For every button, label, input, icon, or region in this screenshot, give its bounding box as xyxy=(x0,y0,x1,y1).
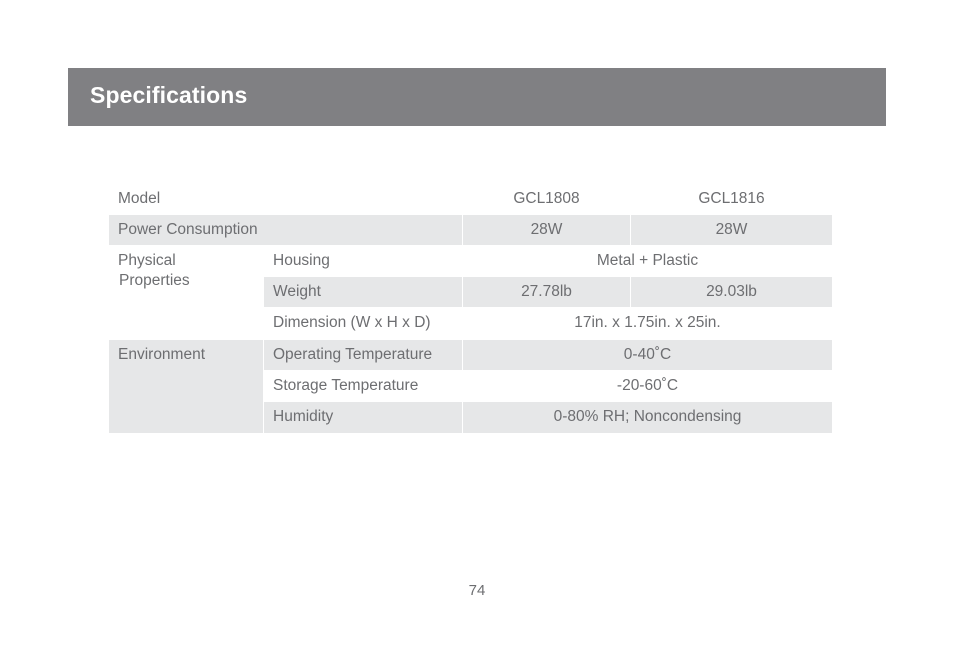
physical-label-line2: Properties xyxy=(119,272,190,289)
model-label: Model xyxy=(118,190,161,207)
operating-temperature-label: Operating Temperature xyxy=(264,340,462,370)
humidity-value: 0-80% RH; Noncondensing xyxy=(463,402,832,433)
section-header-bar xyxy=(68,68,886,126)
operating-temperature-value: 0-40˚C xyxy=(463,340,832,370)
dimension-label: Dimension (W x H x D) xyxy=(273,314,431,331)
environment-group-label: Environment xyxy=(109,340,263,433)
physical-properties-group-label xyxy=(109,246,263,338)
storage-temperature-value: -20-60˚C xyxy=(616,377,679,394)
housing-label: Housing xyxy=(273,252,330,269)
humidity-label: Humidity xyxy=(264,402,462,433)
dimension-value: 17in. x 1.75in. x 25in. xyxy=(574,314,721,331)
power-consumption-value-2: 28W xyxy=(631,215,832,245)
physical-label-line1: Physical xyxy=(118,252,176,269)
power-consumption-label: Power Consumption xyxy=(109,215,462,245)
storage-temperature-label: Storage Temperature xyxy=(273,377,419,394)
power-consumption-value-1: 28W xyxy=(463,215,630,245)
page-number: 74 xyxy=(468,582,486,599)
model-gcl1816: GCL1816 xyxy=(698,190,765,207)
weight-label: Weight xyxy=(264,277,462,307)
weight-value-1: 27.78lb xyxy=(463,277,630,307)
weight-value-2: 29.03lb xyxy=(631,277,832,307)
housing-value: Metal + Plastic xyxy=(596,252,699,269)
page-title: Specifications xyxy=(90,82,248,108)
model-gcl1808: GCL1808 xyxy=(513,190,580,207)
